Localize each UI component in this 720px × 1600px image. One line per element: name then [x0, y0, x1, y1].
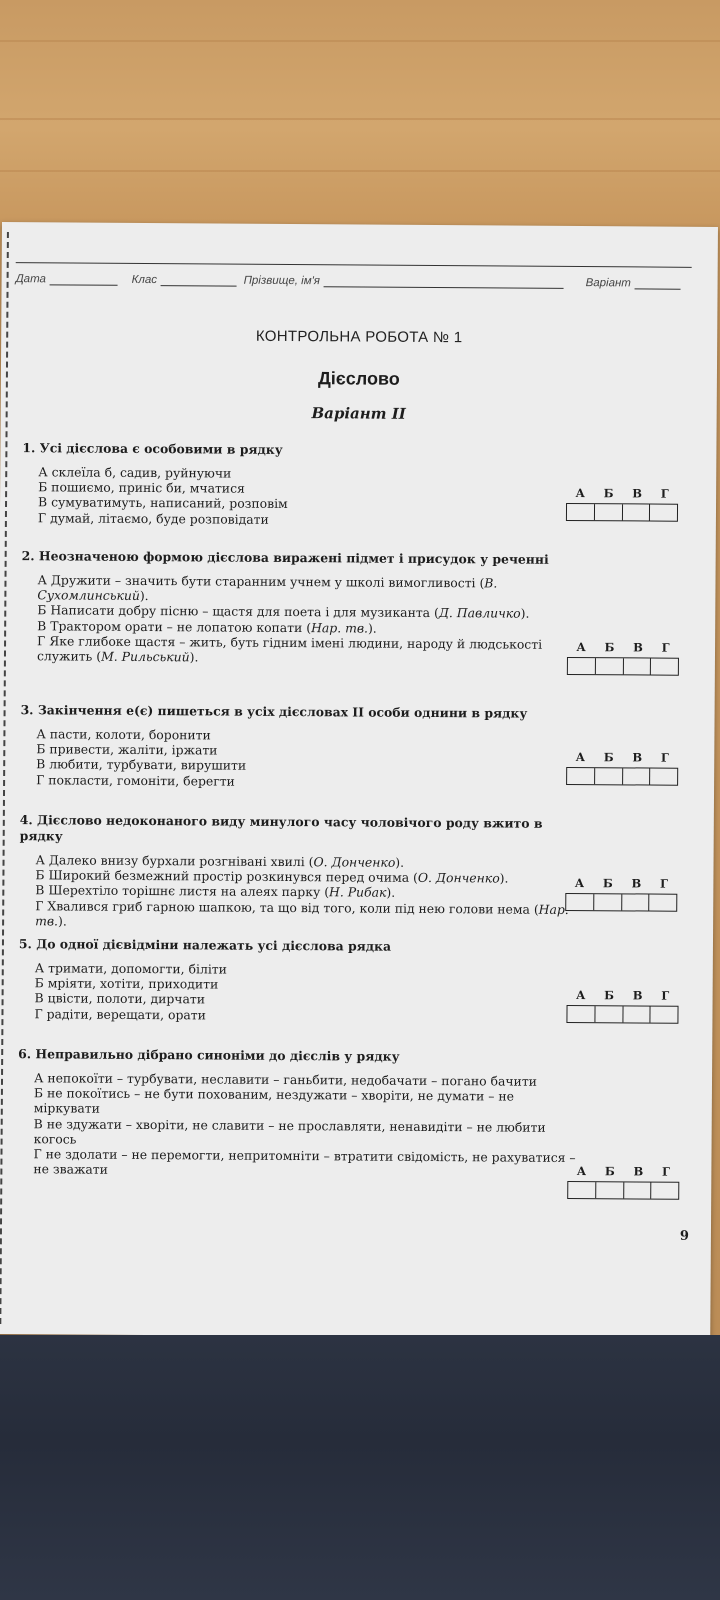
option[interactable]: Г Яке глибоке щастя – жить, буть гідним імені людини, народу й людськості служить (М. Рильський).	[36, 633, 543, 665]
date-field[interactable]	[16, 272, 118, 286]
page-number: 9	[679, 1228, 689, 1244]
option[interactable]: Г покласти, гомоніти, берегти	[36, 771, 235, 789]
option[interactable]: Б пошиємо, приніс би, мчатися	[38, 479, 245, 496]
option[interactable]: Г радіти, верещати, орати	[34, 1005, 206, 1023]
variant-label: Варіант	[585, 277, 631, 290]
answer-grid-1[interactable]: А Б В Г	[566, 486, 678, 522]
variant-title: Варіант II	[311, 404, 406, 423]
option[interactable]: А тримати, допомогти, біліти	[34, 960, 228, 977]
fabric-background	[0, 1335, 720, 1600]
option[interactable]: В сумуватимуть, написаний, розповім	[37, 494, 288, 512]
question-heading: 1. Усі дієслова є особовими в рядку	[22, 440, 283, 457]
worksheet-page	[0, 222, 718, 1339]
answer-grid-6[interactable]: А Б В Г	[567, 1164, 679, 1200]
header-rule	[16, 262, 692, 268]
question-1	[22, 440, 583, 529]
question-heading: 6. Неправильно дібрано синоніми до дієслів у рядку	[18, 1046, 400, 1064]
student-header	[15, 270, 691, 299]
answer-grid-4[interactable]: А Б В Г	[565, 876, 677, 912]
variant-field[interactable]	[586, 276, 681, 290]
option[interactable]: Г не здолати – не перемогти, непритомніти – втратити свідомість, не рахуватися – не зважати	[33, 1146, 576, 1177]
work-title: КОНТРОЛЬНА РОБОТА № 1	[255, 327, 463, 347]
option[interactable]: А Далеко внизу бурхали розгнівані хвилі (О. Донченко).	[35, 852, 405, 870]
option[interactable]: В любити, турбувати, вирушити	[36, 756, 247, 774]
option[interactable]: Б Написати добру пісню – щастя для поета і для музиканта (Д. Павличко).	[37, 602, 530, 622]
option[interactable]: В цвісти, полоти, дирчати	[34, 990, 206, 1007]
question-2	[21, 548, 582, 667]
option[interactable]: В не здужати – хворіти, не славити – не прославляти, ненавидіти – не любити когось	[33, 1115, 546, 1147]
date-label: Дата	[15, 273, 46, 286]
option[interactable]: А непокоїти – турбувати, неславити – ганьбити, недобачати – погано бачити	[33, 1070, 538, 1089]
option[interactable]: Б привести, жаліти, іржати	[36, 741, 218, 758]
name-field[interactable]	[244, 274, 564, 289]
question-heading: 3. Закінчення е(є) пишеться в усіх дієсловах II особи однини в рядку	[20, 702, 528, 721]
option[interactable]: А Дружити – значить бути старанним учнем у школі вимогливості (В. Сухомлинський).	[37, 572, 498, 604]
option[interactable]: А склеїла б, садив, руйнуючи	[38, 464, 232, 481]
option[interactable]: В Трактором орати – не лопатою копати (Нар. тв.).	[37, 617, 377, 636]
question-heading: 2. Неозначеною формою дієслова виражені підмет і присудок у реченні	[21, 548, 549, 567]
answer-grid-3[interactable]: А Б В Г	[566, 750, 678, 786]
class-field[interactable]	[132, 273, 238, 287]
option[interactable]: Б Широкий безмежний простір розкинувся перед очима (О. Донченко).	[35, 867, 509, 886]
option[interactable]: Б не покоїтись – не бути похованим, нездужати – хворіти, не думати – не міркувати	[33, 1085, 515, 1117]
option[interactable]: Б мріяти, хотіти, приходити	[34, 975, 219, 992]
question-4	[19, 812, 580, 932]
option[interactable]: А пасти, колоти, боронити	[36, 726, 211, 743]
option[interactable]: В Шерехтіло торішнє листя на алеях парку (Н. Рибак).	[35, 882, 396, 901]
question-heading: 4. Дієслово недоконаного виду минулого часу чоловічого роду вжито в рядку	[19, 812, 543, 844]
name-label: Прізвище, ім'я	[243, 274, 321, 288]
option[interactable]: Г Хвалився гриб гарною шапкою, та що від того, коли під нею голови нема (Нар. тв.).	[35, 897, 569, 929]
question-3	[20, 702, 581, 791]
class-label: Клас	[131, 273, 158, 287]
answer-grid-2[interactable]: А Б В Г	[567, 640, 679, 676]
cut-line	[0, 232, 9, 1324]
option[interactable]: Г думай, літаємо, буде розповідати	[37, 509, 269, 527]
answer-grid-5[interactable]: А Б В Г	[566, 988, 678, 1024]
topic-title: Дієслово	[317, 368, 400, 389]
question-heading: 5. До одної дієвідміни належать усі дієслова рядка	[18, 936, 392, 954]
question-6	[17, 1046, 578, 1180]
question-5	[18, 936, 579, 1025]
